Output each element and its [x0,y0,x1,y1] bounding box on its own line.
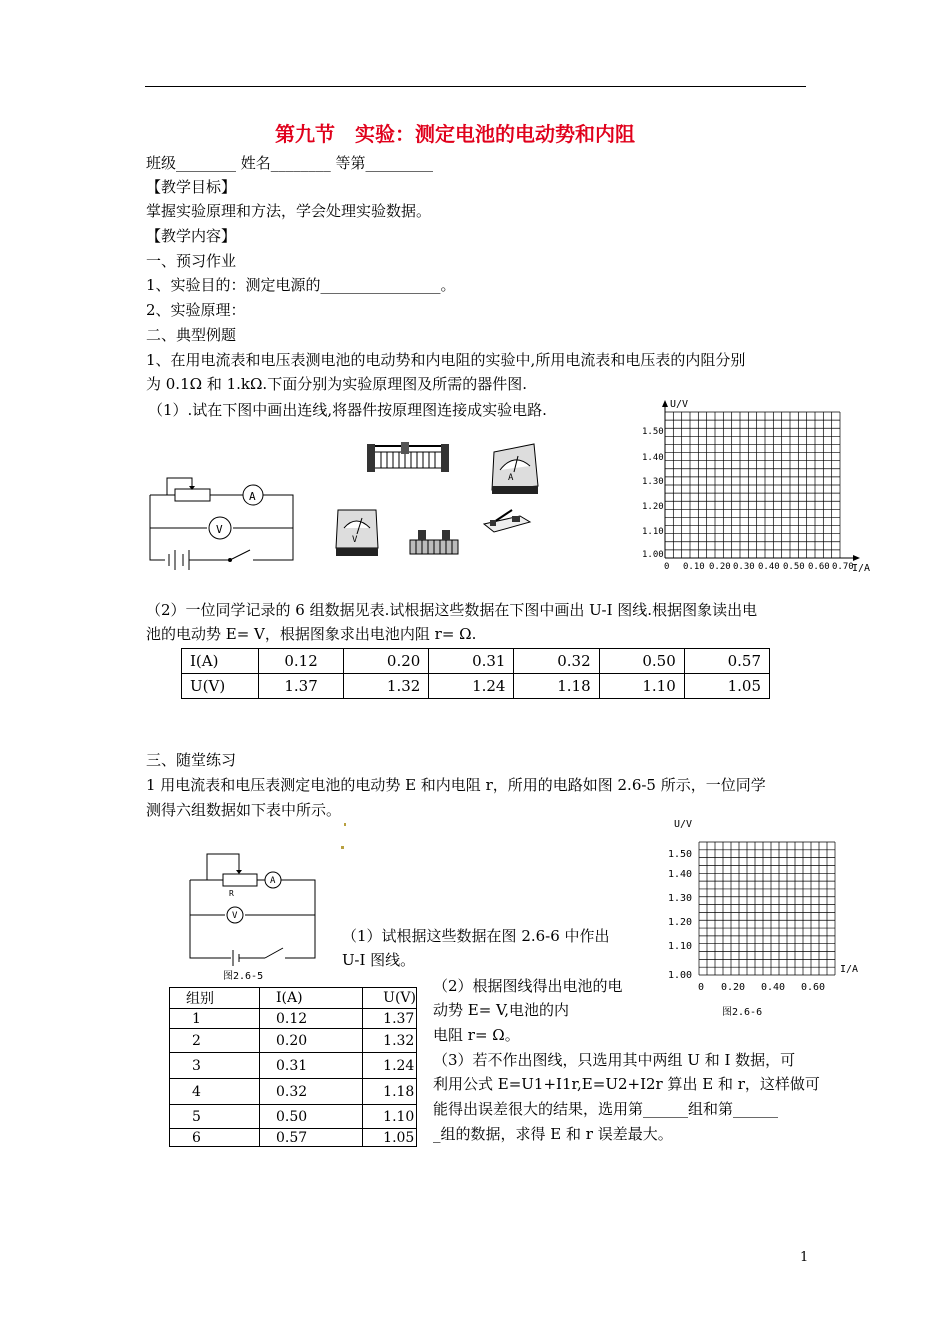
circuit-diagram-2 [185,848,325,986]
graph-2-ytick: 1.40 [668,869,693,880]
table-row [170,1105,417,1129]
table-cell: 1.32 [344,674,429,699]
graph-1-xtick: 0.60 [808,562,830,572]
table-cell: 2 [170,1029,260,1053]
graph-1-xtick: 0.20 [709,562,731,572]
graph-2-xtick: 0.20 [721,982,746,993]
ammeter-symbol-label: A [249,490,256,503]
example-part-2-line-1: （2）一位同学记录的 6 组数据见表.试根据这些数据在下图中画出 U-I 图线.根据图象读出电 [146,601,758,619]
table-cell: 1.24 [429,674,514,699]
voltmeter-device-label: V [352,535,358,545]
table-cell: 1.05 [363,1129,417,1147]
graph-1-xtick: 0 [664,562,670,572]
table-header: 组别 [170,988,260,1009]
graph-2-xlabel: I/A [840,964,859,975]
graph-2-ytick: 1.10 [668,941,693,952]
example-part-2-line-2: 池的电动势 E= V，根据图象求出电池内阻 r= Ω. [146,625,477,643]
voltmeter-device [334,506,380,558]
goal-heading: 【教学目标】 [146,178,237,196]
table-cell: 1.24 [363,1053,417,1079]
decor-dot [341,846,344,849]
header-rule [145,86,806,87]
table-cell: 0.57 [260,1129,363,1147]
voltmeter-symbol-label: V [216,523,223,536]
resistor-label: R [229,889,234,898]
practice-part-1: （1）试根据这些数据在图 2.6-6 中作出 [342,927,610,945]
goal-text: 掌握实验原理和方法，学会处理实验数据。 [146,202,432,220]
header-fields: 班级________ 姓名________ 等第_________ [146,154,434,172]
table-row [182,674,770,699]
page-number: 1 [800,1250,809,1265]
table-cell: 0.50 [599,649,684,674]
data-table-2 [169,987,417,1147]
page-title: 第九节 实验：测定电池的电动势和内阻 [275,122,635,146]
table-cell: 0.12 [259,649,344,674]
table-row [170,1009,417,1029]
graph-1-xtick: 0.40 [758,562,780,572]
graph-1-ytick: 1.10 [642,527,664,537]
graph-1-xtick: 0.10 [683,562,705,572]
practice-part-3-line-2: 利用公式 E=U1+I1r,E=U2+I2r 算出 E 和 r，这样做可 [433,1075,820,1093]
table-cell: 0.12 [260,1009,363,1029]
circuit-diagram-1 [145,470,300,575]
table-cell: 1.18 [514,674,599,699]
ui-graph-1 [628,395,871,575]
ui-graph-2 [664,812,864,1022]
practice-line-1: 1 用电流表和电压表测定电池的电动势 E 和内电阻 r，所用的电路如图 2.6-5 所示，一位同学 [146,776,766,794]
practice-heading: 三、随堂练习 [146,751,237,769]
graph-1-ylabel: U/V [670,399,689,410]
table-cell: U(V) [182,674,259,699]
table-row [170,1129,417,1147]
examples-heading: 二、典型例题 [146,326,237,344]
practice-line-2: 测得六组数据如下表中所示。 [146,801,342,819]
graph-1-xtick: 0.30 [733,562,755,572]
practice-part-2-line-3: 电阻 r= Ω。 [433,1026,520,1044]
table-cell: 6 [170,1129,260,1147]
practice-part-2-line-1: （2）根据图线得出电池的电 [433,977,623,995]
table-cell: 3 [170,1053,260,1079]
table-cell: 0.32 [514,649,599,674]
table-cell: I(A) [182,649,259,674]
table-cell: 1.32 [363,1029,417,1053]
table-cell: 1.37 [259,674,344,699]
graph-1-ytick: 1.30 [642,477,664,487]
battery-box-device [408,528,460,556]
practice-part-3-line-3: 能得出误差很大的结果，选用第______组和第______ [433,1100,779,1118]
rheostat-device [365,438,450,478]
data-table-1 [181,648,770,699]
question-1: 1、实验目的：测定电源的________________。 [146,276,456,294]
table-header: I(A) [260,988,363,1009]
graph-2-xtick: 0.60 [801,982,826,993]
voltmeter-symbol-label-2: V [232,911,238,921]
ammeter-device [488,442,540,497]
table-cell: 5 [170,1105,260,1129]
graph-1-xlabel: I/A [852,563,871,574]
practice-part-1b: U-I 图线。 [342,951,416,969]
table-cell: 0.31 [260,1053,363,1079]
table-cell: 0.20 [344,649,429,674]
table-cell: 1.10 [363,1105,417,1129]
table-row [170,1053,417,1079]
graph-2-ytick: 1.50 [668,849,693,860]
practice-part-3-line-4: _组的数据，求得 E 和 r 误差最大。 [433,1125,673,1143]
table-cell: 1 [170,1009,260,1029]
content-heading: 【教学内容】 [146,227,237,245]
graph-2-ytick: 1.00 [668,970,693,981]
graph-2-ytick: 1.20 [668,917,693,928]
graph-2-caption: 图2.6-6 [722,1007,763,1018]
graph-1-ytick: 1.00 [642,550,664,560]
table-header-row [170,988,417,1009]
table-cell: 0.50 [260,1105,363,1129]
switch-device [482,504,532,534]
ammeter-device-label: A [508,473,514,483]
graph-2-ylabel: U/V [674,819,693,830]
table-row [170,1079,417,1105]
table-row [182,649,770,674]
practice-part-2-line-2: 动势 E= V,电池的内 [433,1001,570,1019]
graph-2-ytick: 1.30 [668,893,693,904]
table-cell: 4 [170,1079,260,1105]
example-line-1: 1、在用电流表和电压表测电池的电动势和内电阻的实验中,所用电流表和电压表的内阻分别 [146,351,746,369]
table-cell: 1.10 [599,674,684,699]
practice-part-3-line-1: （3）若不作出图线，只选用其中两组 U 和 I 数据，可 [433,1051,796,1069]
graph-1-xtick: 0.70 [832,562,854,572]
figure-caption: 图2.6-5 [223,971,264,982]
table-row [170,1029,417,1053]
graph-1-ytick: 1.40 [642,453,664,463]
preview-heading: 一、预习作业 [146,252,237,270]
example-line-2: 为 0.1Ω 和 1.kΩ.下面分别为实验原理图及所需的器件图. [146,375,527,393]
decor-dot [344,823,346,826]
table-header: U(V) [363,988,417,1009]
table-cell: 0.57 [684,649,769,674]
table-cell: 1.37 [363,1009,417,1029]
graph-1-xtick: 0.50 [783,562,805,572]
graph-2-xtick: 0.40 [761,982,786,993]
example-part-1: （1）.试在下图中画出连线,将器件按原理图连接成实验电路. [148,401,547,419]
graph-1-ytick: 1.20 [642,502,664,512]
ammeter-symbol-label-2: A [270,876,276,886]
question-2: 2、实验原理： [146,301,246,319]
table-cell: 0.32 [260,1079,363,1105]
table-cell: 1.18 [363,1079,417,1105]
graph-1-ytick: 1.50 [642,427,664,437]
table-cell: 0.31 [429,649,514,674]
table-cell: 0.20 [260,1029,363,1053]
graph-2-xtick: 0 [698,982,705,993]
table-cell: 1.05 [684,674,769,699]
